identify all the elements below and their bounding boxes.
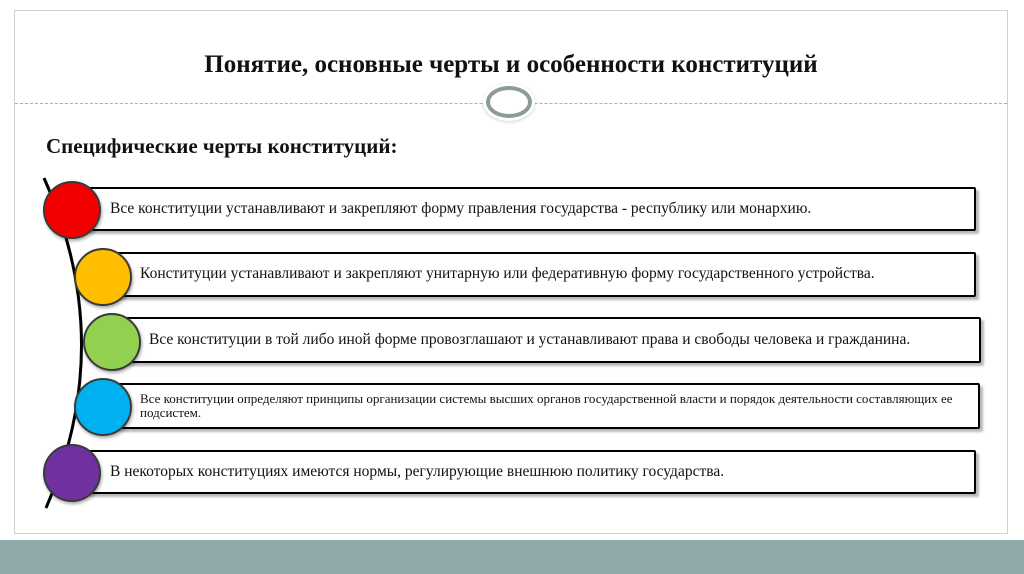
list-item: [116, 383, 980, 429]
blue-bullet-circle: [74, 378, 132, 436]
list-item: [125, 317, 981, 363]
list-item-text: Все конституции определяют принципы организации системы высших органов государственной власти и порядок деятельности составляющих ее подсистем.: [140, 391, 953, 420]
slide-title: Понятие, основные черты и особенности конституций: [204, 51, 818, 78]
red-bullet-circle: [43, 181, 101, 239]
list-item-text: Все конституции в той либо иной форме провозглашают и устанавливают права и свободы человека и гражданина.: [149, 330, 911, 348]
footer-bar: [0, 540, 1024, 574]
green-bullet-circle: [83, 313, 141, 371]
list-item-text: Все конституции устанавливают и закрепляют форму правления государства - республику или монархию.: [110, 199, 812, 217]
list-item-text: В некоторых конституциях имеются нормы, регулирующие внешнюю политику государства.: [110, 462, 725, 480]
list-item: [86, 450, 976, 494]
list-item: [86, 187, 976, 231]
list-item-text: Конституции устанавливают и закрепляют унитарную или федеративную форму государственного устройства.: [140, 265, 875, 283]
list-item: [116, 252, 976, 297]
purple-bullet-circle: [43, 444, 101, 502]
yellow-bullet-circle: [74, 248, 132, 306]
slide-subtitle: Специфические черты конституций:: [46, 134, 398, 158]
